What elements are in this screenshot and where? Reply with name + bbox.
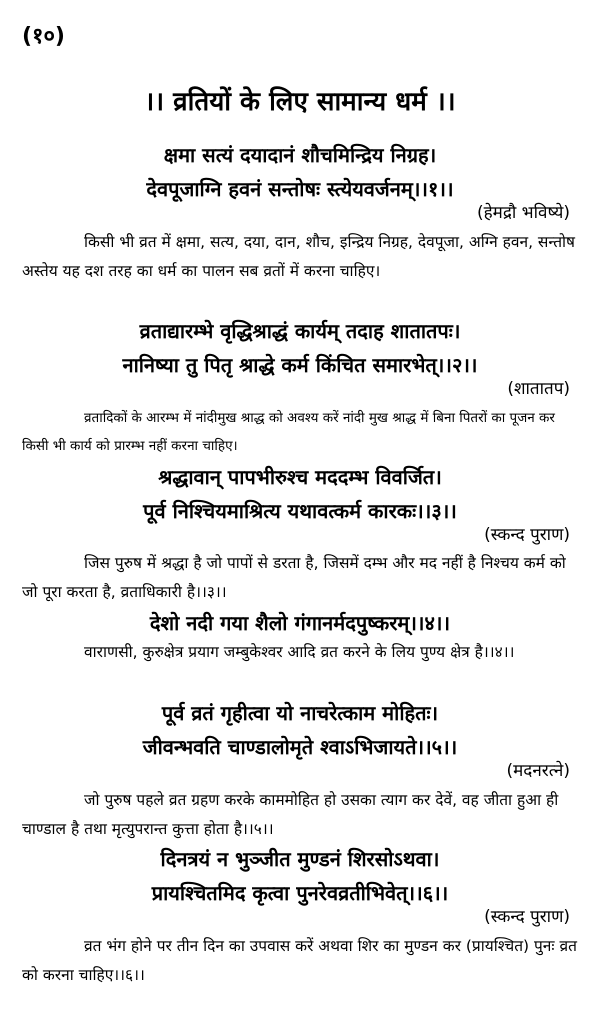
page-number: (१०) (22, 24, 65, 49)
source-citation: (मदनरत्ने) (506, 761, 570, 781)
verse-line: नानिष्या तु पितृ श्राद्धे कर्म किंचित समारभेत्।।२।। (122, 353, 478, 377)
verse-3 (0, 460, 600, 528)
verse-line: प्रायश्चितमिद कृत्वा पुनरेवव्रतीभिवेत्।।६।। (151, 881, 449, 905)
explanation-paragraph: व्रतादिकों के आरम्भ में नांदीमुख श्राद्ध को अवश्य करें नांदी मुख श्राद्ध में बिना पितरों का पूजन कर किसी भी कार्य को प्रारम्भ नहीं करना चाहिए। (22, 410, 555, 454)
verse-line: व्रताद्यारम्भे वृद्धिश्राद्धं कार्यम् तदाह शातातपः। (139, 319, 461, 343)
source-citation: (हेमद्रौ भविष्ये) (477, 203, 570, 223)
explanation-paragraph: किसी भी व्रत में क्षमा, सत्य, दया, दान, शौच, इन्द्रिय निग्रह, देवपूजा, अग्नि हवन, सन्तोष अस्तेय यह दश तरह का धर्म का पालन सब व्रतों में करना चाहिए। (22, 233, 575, 280)
verse-line: दिनत्रयं न भुञ्जीत मुण्डनं शिरसोऽथवा। (160, 847, 440, 871)
source-citation: (स्कन्द पुराण) (484, 525, 570, 545)
verse-line: पूर्व व्रतं गृहीत्वा यो नाचरेत्काम मोहितः। (161, 701, 439, 725)
verse-6 (0, 842, 600, 910)
explanation-paragraph: वाराणसी, कुरुक्षेत्र प्रयाग जम्बुकेश्वर आदि व्रत करने के लिय पुण्य क्षेत्र है।।४।। (84, 643, 515, 661)
verse-line: क्षमा सत्यं दयादानं शौचमिन्द्रिय निग्रह। (163, 143, 437, 167)
verse-line: देवपूजाग्नि हवनं सन्तोषः स्त्येयवर्जनम्।।१।। (146, 177, 454, 201)
explanation-paragraph: व्रत भंग होने पर तीन दिन का उपवास करें अथवा शिर का मुण्डन कर (प्रायश्चित) पुनः व्रत को करना चाहिए।।६।। (22, 937, 577, 984)
verse-4 (0, 606, 600, 640)
verse-line: जीवन्भवति चाण्डालोमृते श्वाऽभिजायते।।५।। (142, 735, 458, 759)
source-citation: (स्कन्द पुराण) (484, 907, 570, 927)
verse-line: पूर्व निश्चियमाश्रित्य यथावत्कर्म कारकः।।३।। (143, 499, 457, 523)
page-title: ।। व्रतियों के लिए सामान्य धर्म ।। (144, 87, 456, 117)
verse-line: देशो नदी गया शैलो गंगानर्मदपुष्करम्।।४।। (149, 611, 451, 635)
source-citation: (शातातप) (507, 379, 570, 399)
verse-line: श्रद्धावान् पापभीरुश्च मददम्भ विवर्जित। (158, 465, 442, 489)
explanation-paragraph: जिस पुरुष में श्रद्धा है जो पापों से डरता है, जिसमें दम्भ और मद नहीं है निश्चय कर्म को जो पूरा करता है, व्रताधिकारी है।।३।। (22, 554, 566, 601)
verse-1 (0, 138, 600, 206)
verse-2 (0, 314, 600, 382)
explanation-paragraph: जो पुरुष पहले व्रत ग्रहण करके काममोहित हो उसका त्याग कर देवें, वह जीता हुआ ही चाण्डाल है तथा मृत्युपरान्त कुत्ता होता है।।५।। (22, 791, 559, 838)
verse-5 (0, 696, 600, 764)
